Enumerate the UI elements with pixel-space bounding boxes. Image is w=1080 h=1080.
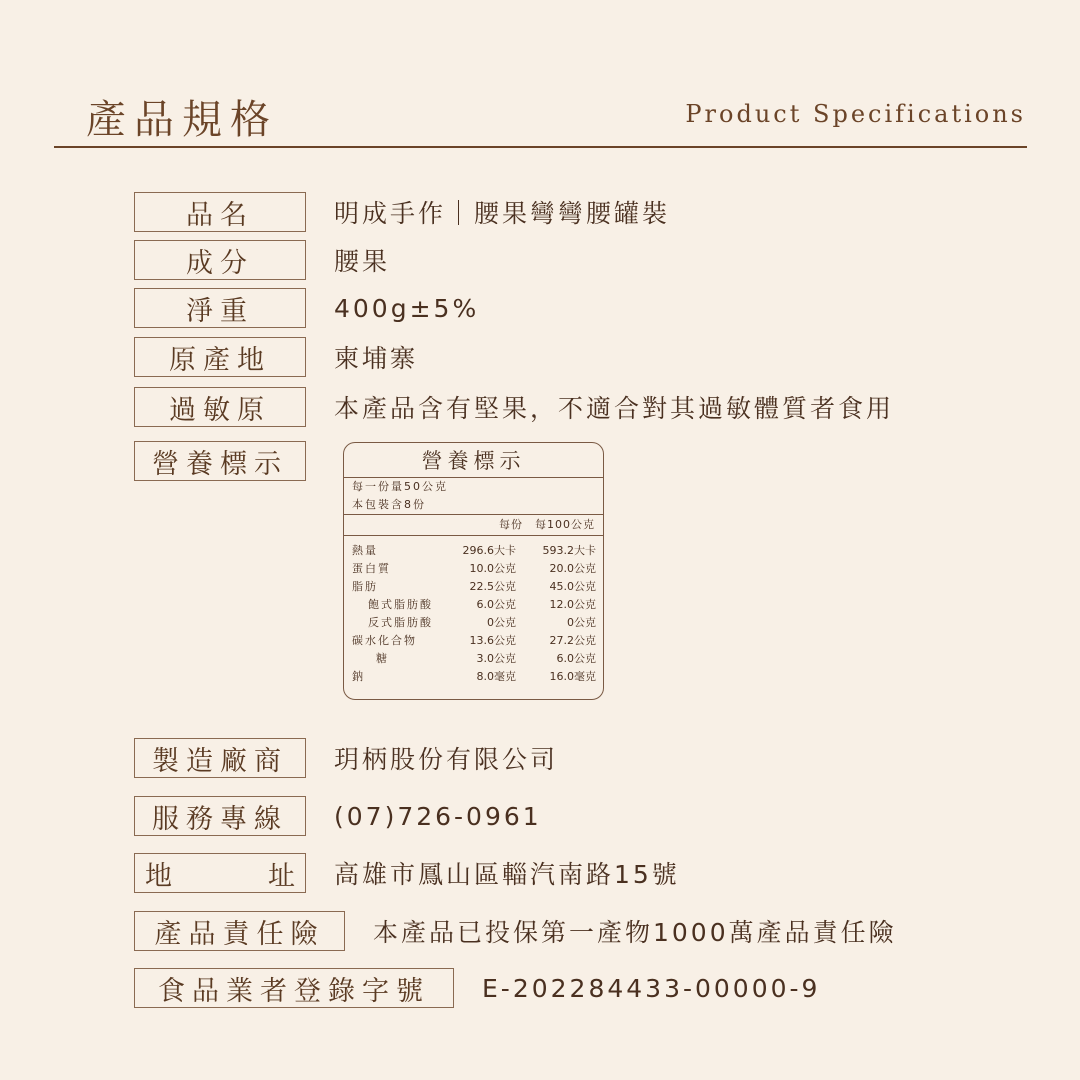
- company-row-registration: [134, 968, 820, 1008]
- address-label-left: 地: [145, 860, 172, 892]
- address-label-right: 址: [268, 860, 295, 892]
- nutrient-name: 反式脂肪酸: [368, 616, 433, 629]
- company-value: 高雄市鳳山區輜汽南路15號: [334, 860, 680, 889]
- spec-value: 柬埔寨: [334, 344, 419, 373]
- nutrient-per-100g: 593.2大卡: [542, 544, 596, 557]
- nutrition-rows: [344, 536, 603, 686]
- spec-row-ingredients: [134, 240, 390, 280]
- company-label: 食品業者登錄字號: [134, 968, 454, 1008]
- nutrition-title: 營養標示: [344, 443, 603, 478]
- company-value: 玥柄股份有限公司: [334, 745, 559, 774]
- header-divider: [54, 146, 1027, 148]
- nutrient-per-100g: 16.0毫克: [549, 670, 596, 683]
- company-label: 製造廠商: [134, 738, 306, 778]
- page-subtitle: Product Specifications: [685, 100, 1026, 128]
- serving-size: 每一份量50公克: [352, 480, 448, 493]
- spec-row-allergen: [134, 387, 894, 427]
- spec-label: 品名: [134, 192, 306, 232]
- spec-row-product-name: [134, 192, 670, 232]
- nutrient-name: 鈉: [352, 670, 365, 683]
- nutrient-per-serving: 6.0公克: [476, 598, 516, 611]
- nutrition-row: [344, 668, 603, 686]
- spec-label: 過敏原: [134, 387, 306, 427]
- nutrition-row: [344, 560, 603, 578]
- nutrient-per-serving: 296.6大卡: [462, 544, 516, 557]
- nutrient-per-100g: 27.2公克: [549, 634, 596, 647]
- nutrient-per-serving: 3.0公克: [476, 652, 516, 665]
- spec-label: 原產地: [134, 337, 306, 377]
- nutrition-row: [344, 542, 603, 560]
- nutrition-row: [344, 632, 603, 650]
- nutrient-name: 糖: [376, 652, 389, 665]
- company-row-hotline: [134, 796, 542, 836]
- nutrient-name: 碳水化合物: [352, 634, 417, 647]
- nutrient-per-serving: 10.0公克: [469, 562, 516, 575]
- company-label: 服務專線: [134, 796, 306, 836]
- spec-row-nutrition: [134, 441, 306, 481]
- company-row-liability: [134, 911, 897, 951]
- spec-value: 明成手作｜腰果彎彎腰罐裝: [334, 199, 671, 228]
- nutrient-per-100g: 12.0公克: [549, 598, 596, 611]
- company-value: E-202284433-00000-9: [482, 973, 821, 1003]
- nutrition-row: [344, 650, 603, 668]
- nutrition-column-header: 每份 每100公克: [344, 514, 603, 536]
- company-row-manufacturer: [134, 738, 558, 778]
- nutrient-per-100g: 6.0公克: [556, 652, 596, 665]
- nutrient-per-serving: 13.6公克: [469, 634, 516, 647]
- company-row-address: [134, 853, 680, 893]
- spec-row-net-weight: [134, 288, 479, 328]
- nutrient-per-serving: 22.5公克: [469, 580, 516, 593]
- spec-value: 腰果: [334, 247, 391, 276]
- spec-value: 400g±5%: [334, 293, 480, 323]
- spec-label: 營養標示: [134, 441, 306, 481]
- company-label: [134, 853, 306, 893]
- nutrient-name: 蛋白質: [352, 562, 391, 575]
- nutrient-per-100g: 20.0公克: [549, 562, 596, 575]
- nutrient-per-100g: 0公克: [567, 616, 596, 629]
- spec-label: 成分: [134, 240, 306, 280]
- company-value: (07)726-0961: [334, 801, 542, 831]
- spec-row-origin: [134, 337, 418, 377]
- company-label: 產品責任險: [134, 911, 345, 951]
- company-value: 本產品已投保第一產物1000萬產品責任險: [373, 918, 897, 947]
- servings-per-package: 本包裝含8份: [352, 498, 426, 511]
- nutrition-row: [344, 578, 603, 596]
- page-title: 產品規格: [86, 97, 278, 143]
- nutrient-per-100g: 45.0公克: [549, 580, 596, 593]
- nutrient-per-serving: 0公克: [487, 616, 516, 629]
- nutrient-per-serving: 8.0毫克: [476, 670, 516, 683]
- nutrient-name: 熱量: [352, 544, 378, 557]
- spec-label: 淨重: [134, 288, 306, 328]
- nutrient-name: 脂肪: [352, 580, 378, 593]
- nutrition-row: [344, 614, 603, 632]
- nutrition-row: [344, 596, 603, 614]
- spec-value: 本產品含有堅果，不適合對其過敏體質者食用: [334, 394, 895, 423]
- nutrition-label: [343, 442, 604, 700]
- nutrient-name: 飽式脂肪酸: [368, 598, 433, 611]
